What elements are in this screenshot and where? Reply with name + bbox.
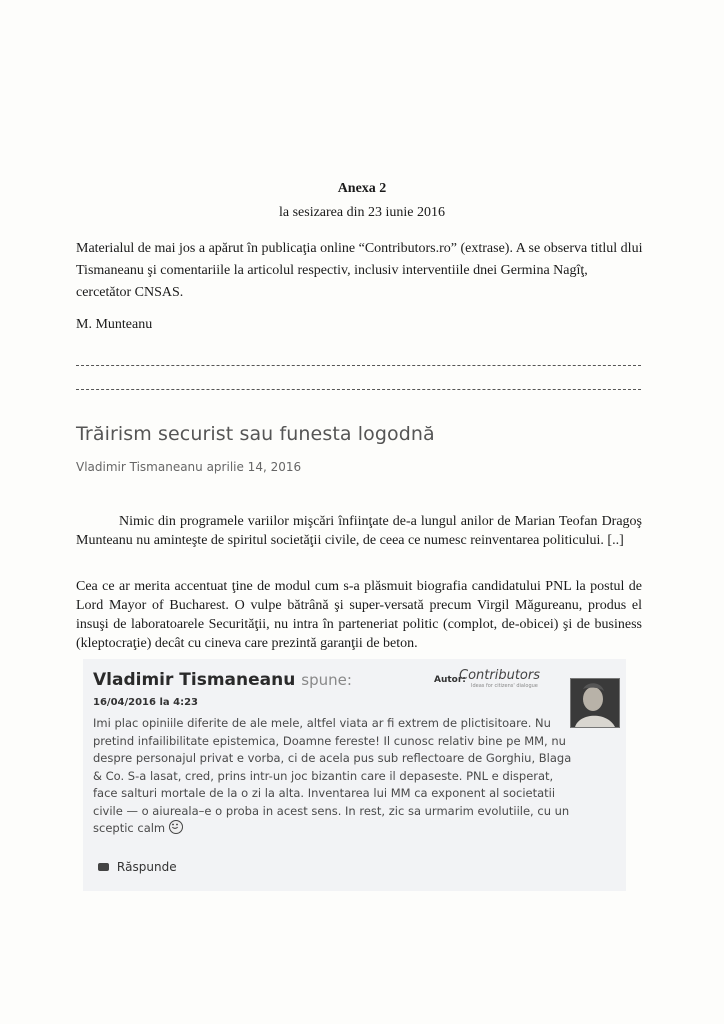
reply-label: Răspunde: [116, 860, 177, 874]
annex-subtitle: la sesizarea din 23 iunie 2016: [278, 205, 445, 220]
intro-paragraph: Materialul de mai jos a apărut în publicaţia online “Contributors.ro” (extrase). A se observa titlul dlui Tismaneanu şi comentariile la articolul respectiv, inclusiv interventiile dnei Germina Nagîţ, cercetător CNSAS.: [76, 241, 643, 300]
comment-body: [93, 715, 573, 838]
comment-text: Imi plac opiniile diferite de ale mele, altfel viata ar fi extrem de plictisitoare. Nu pretind infailibilitate epistemica, Doamne fereste! Il cunosc relativ bine pe MM, nu despre personajul privat e vorba, ci de acela pus sub reflectoare de Gorghiu, Blaga & Co. S-a lasat, cred, prins intr-un joc bizantin care il depaseste. PNL e disperat, face salturi mortale de la o zi la alta. Inventarea lui MM ca exponent al societatii civile — o aiureala–e o proba in acest sens. In rest, zic sa urmarim evolutiile, cu un sceptic calm: [93, 716, 572, 835]
comment-says-label: spune:: [301, 671, 352, 689]
smiley-icon: [169, 820, 183, 834]
reply-icon: [98, 863, 109, 871]
author-badge-label: Autor:: [434, 675, 466, 685]
article-paragraph: Cea ce ar merita accentuat ţine de modul cum s-a plăsmuit biografia candidatului PNL la postul de Lord Mayor of Bucharest. O vulpe bătrână şi super-versată precum Virgil Măgureanu, produs el insuşi de laboratoarele Securităţii, nu intra în parteneriat politic (complot, de-obicei) şi de business (kleptocraţie) decât cu cineva care prezintă garanţii de beton.: [76, 579, 642, 651]
comment-date: 16/04/2016 la 4:23: [93, 697, 198, 708]
contributors-logo: Contributors: [459, 668, 540, 683]
divider-line: [76, 365, 641, 366]
annex-title: Anexa 2: [337, 181, 387, 196]
comment-screenshot: [83, 659, 626, 891]
article-byline: Vladimir Tismaneanu aprilie 14, 2016: [76, 460, 302, 474]
reply-button[interactable]: [98, 860, 177, 874]
contributors-tagline: Ideas for citizens' dialogue: [471, 683, 538, 689]
article-paragraph: Nimic din programele variilor mişcări înfiinţate de-a lungul anilor de Marian Teofan Dragoş Munteanu nu aminteşte de spiritul societăţii civile, de ceea ce numesc reinventarea politicului. [..]: [76, 514, 642, 548]
comment-author-name: Vladimir Tismaneanu: [93, 670, 296, 690]
signature: M. Munteanu: [76, 317, 153, 332]
comment-author: [93, 670, 352, 690]
avatar: [570, 678, 620, 728]
article-title: Trăirism securist sau funesta logodnă: [76, 423, 435, 445]
avatar-photo-icon: [571, 679, 619, 727]
divider-line: [76, 389, 641, 390]
